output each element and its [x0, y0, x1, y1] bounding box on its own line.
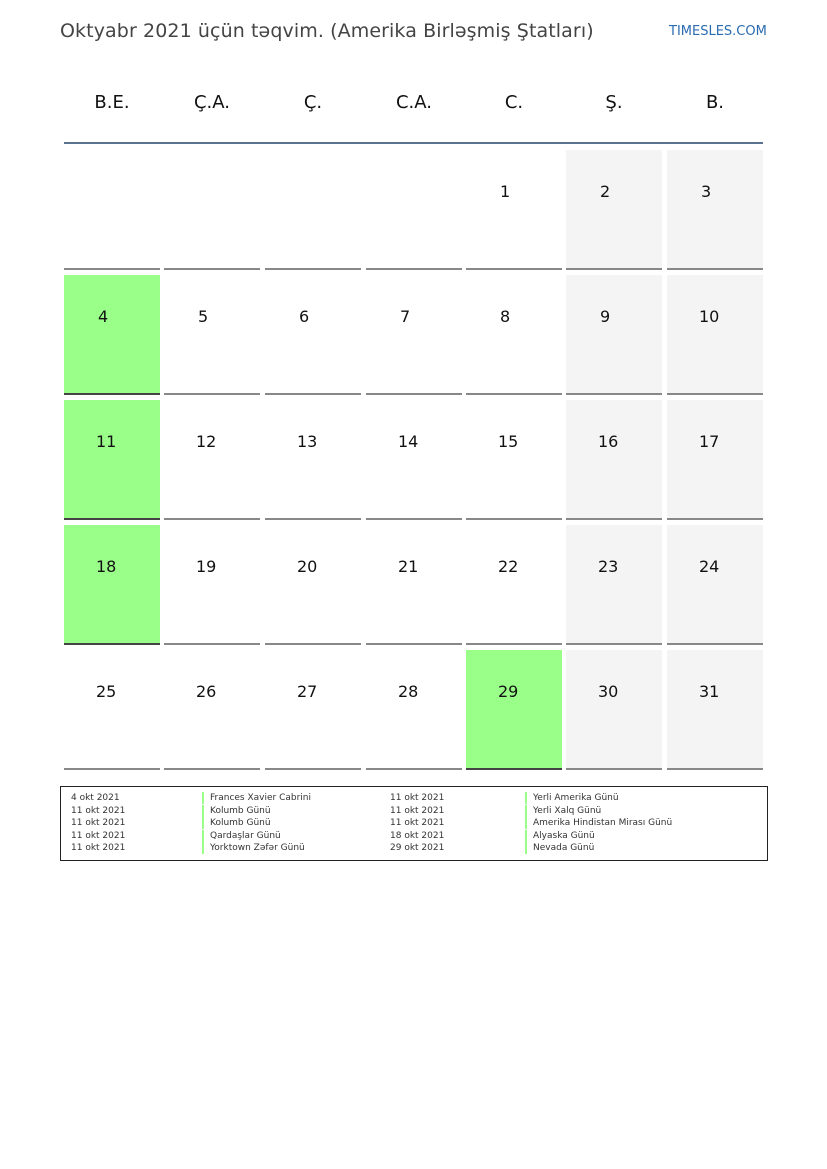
weekday-label: Ç. — [303, 92, 323, 113]
day-number: 14 — [398, 432, 419, 451]
day-number: 19 — [196, 557, 217, 576]
legend-holiday-name: Kolumb Günü — [202, 805, 271, 817]
day-number: 22 — [498, 557, 519, 576]
day-cell — [265, 650, 361, 770]
day-number: 7 — [400, 307, 411, 326]
legend-date: 11 okt 2021 — [390, 805, 445, 816]
weekday-label: B. — [705, 92, 725, 113]
empty-day-cell — [164, 150, 260, 270]
day-cell — [466, 275, 562, 395]
day-cell — [566, 400, 662, 520]
legend-date: 11 okt 2021 — [390, 818, 445, 828]
weekday-label: Ş. — [605, 92, 623, 113]
day-cell — [466, 150, 562, 270]
day-cell — [265, 400, 361, 520]
weekday-label: C. — [504, 92, 524, 113]
empty-day-cell — [265, 150, 361, 270]
weekday-label: B.E. — [94, 92, 130, 113]
day-cell — [164, 525, 260, 645]
empty-day-cell — [64, 150, 160, 270]
day-number: 31 — [699, 682, 720, 701]
day-number: 21 — [398, 557, 419, 576]
day-cell — [265, 275, 361, 395]
day-number: 11 — [96, 432, 117, 451]
empty-day-cell — [366, 150, 462, 270]
day-cell — [466, 400, 562, 520]
legend-holiday-name: Alyaska Günü — [525, 830, 595, 842]
holiday-legend — [60, 786, 768, 861]
day-cell — [667, 275, 763, 395]
legend-holiday-name: Yorktown Zəfər Günü — [202, 842, 305, 854]
day-number: 12 — [196, 432, 217, 451]
day-cell — [566, 525, 662, 645]
legend-holiday-name: Yerli Xalq Günü — [525, 805, 601, 817]
day-number: 4 — [98, 307, 109, 326]
brand-link[interactable]: TIMESLES.COM — [669, 24, 767, 39]
day-number: 23 — [598, 557, 619, 576]
legend-date: 11 okt 2021 — [71, 830, 126, 841]
legend-date: 29 okt 2021 — [390, 843, 445, 853]
day-cell — [566, 650, 662, 770]
day-cell — [667, 525, 763, 645]
legend-holiday-name: Kolumb Günü — [202, 817, 271, 829]
legend-date: 4 okt 2021 — [71, 793, 120, 803]
header-divider — [64, 142, 763, 144]
day-number: 6 — [299, 307, 310, 326]
day-cell — [667, 650, 763, 770]
legend-holiday-name: Nevada Günü — [525, 842, 594, 854]
day-number: 5 — [198, 307, 209, 326]
day-number: 28 — [398, 682, 419, 701]
weekday-label: Ç.A. — [193, 92, 230, 113]
day-cell — [366, 525, 462, 645]
day-number: 17 — [699, 432, 720, 451]
day-cell — [164, 650, 260, 770]
day-number: 26 — [196, 682, 217, 701]
legend-holiday-name: Amerika Hindistan Mirası Günü — [525, 817, 672, 829]
day-cell — [64, 525, 160, 645]
day-number: 1 — [500, 182, 511, 201]
legend-holiday-name: Qardaşlar Günü — [202, 830, 281, 842]
day-number: 29 — [498, 682, 519, 701]
day-cell — [667, 150, 763, 270]
day-cell — [64, 275, 160, 395]
day-cell — [366, 650, 462, 770]
day-number: 18 — [96, 557, 117, 576]
day-number: 10 — [699, 307, 720, 326]
day-number: 25 — [96, 682, 117, 701]
day-number: 30 — [598, 682, 619, 701]
legend-holiday-name: Frances Xavier Cabrini — [202, 792, 311, 804]
day-cell — [466, 650, 562, 770]
day-number: 24 — [699, 557, 720, 576]
day-cell — [466, 525, 562, 645]
day-number: 13 — [297, 432, 318, 451]
day-number: 20 — [297, 557, 318, 576]
day-cell — [566, 150, 662, 270]
legend-date: 11 okt 2021 — [390, 793, 445, 803]
legend-date: 11 okt 2021 — [71, 805, 126, 816]
day-cell — [164, 400, 260, 520]
legend-date: 18 okt 2021 — [390, 830, 445, 841]
day-cell — [366, 275, 462, 395]
day-number: 9 — [600, 307, 611, 326]
day-cell — [566, 275, 662, 395]
day-cell — [366, 400, 462, 520]
day-number: 27 — [297, 682, 318, 701]
day-number: 3 — [701, 182, 712, 201]
day-number: 8 — [500, 307, 511, 326]
day-number: 2 — [600, 182, 611, 201]
day-cell — [164, 275, 260, 395]
legend-holiday-name: Yerli Amerika Günü — [525, 792, 619, 804]
weekday-label: C.A. — [395, 92, 432, 113]
day-number: 16 — [598, 432, 619, 451]
day-cell — [667, 400, 763, 520]
day-cell — [265, 525, 361, 645]
day-number: 15 — [498, 432, 519, 451]
day-cell — [64, 650, 160, 770]
legend-date: 11 okt 2021 — [71, 818, 126, 828]
page-title: Oktyabr 2021 üçün təqvim. (Amerika Birləşmiş Ştatları) — [60, 20, 594, 42]
legend-date: 11 okt 2021 — [71, 843, 126, 853]
day-cell — [64, 400, 160, 520]
